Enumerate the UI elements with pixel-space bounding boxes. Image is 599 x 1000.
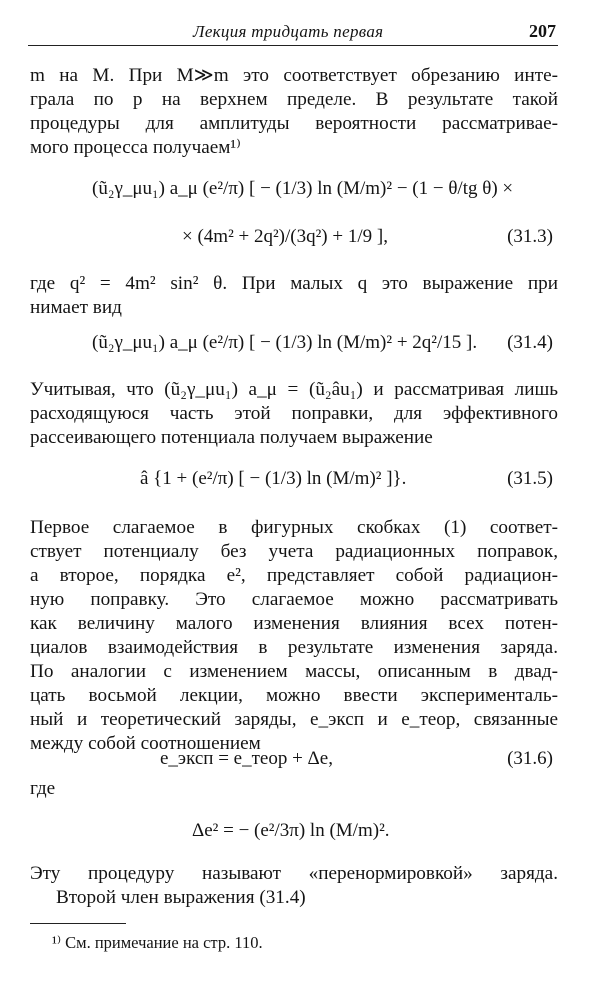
equation-31-4 <box>0 320 599 366</box>
equation-formula: (ũ₂γ_μu₁) a_μ (e²/π) [ − (1/3) ln (M/m)² + 2q²/15 ]. <box>92 332 478 353</box>
text-line: По аналогии с изменением массы, описанным в двад- <box>30 661 558 682</box>
equation-31-6 <box>0 746 599 776</box>
equation-31-5 <box>0 456 599 504</box>
equation-formula: × (4m² + 2q²)/(3q²) + 1/9 ], <box>182 226 388 247</box>
text-line: ный и теоретический заряды, e_эксп и e_теор, связанные <box>30 709 558 730</box>
text-line: Второй член выражения (31.4) <box>56 887 306 908</box>
paragraph-4 <box>30 516 558 756</box>
equation-formula: â {1 + (e²/π) [ − (1/3) ln (M/m)² ]}. <box>140 468 407 489</box>
equation-number: (31.6) <box>507 748 553 769</box>
text-line: циалов взаимодействия в результате изменения заряда. <box>30 637 558 658</box>
equation-formula: Δe² = − (e²/3π) ln (M/m)². <box>192 820 390 841</box>
equation-formula: e_эксп = e_теор + Δe, <box>160 748 333 769</box>
text-line: процедуры для амплитуды вероятности рассматривае- <box>30 113 558 134</box>
paragraph-1 <box>30 64 558 160</box>
text-line: ную поправку. Это слагаемое можно рассматривать <box>30 589 558 610</box>
text-line: ствует потенциалу без учета радиационных поправок, <box>30 541 558 562</box>
running-head-title: Лекция тридцать первая <box>193 22 384 41</box>
equation-number: (31.3) <box>507 226 553 247</box>
text-line: Учитывая, что (ũ₂γ_μu₁) a_μ = (ũ₂âu₁) и рассматривая лишь <box>30 379 558 400</box>
text-line: как величину малого изменения влияния всех потен- <box>30 613 558 634</box>
running-head <box>28 18 558 46</box>
text-line: расходящуюся часть этой поправки, для эффективного <box>30 403 558 424</box>
paragraph-5 <box>30 777 558 801</box>
equation-31-3-line-2 <box>0 216 599 260</box>
text-line: где q² = 4m² sin² θ. При малых q это выражение при <box>30 273 558 294</box>
paragraph-2 <box>30 272 558 320</box>
footnote: ¹⁾ См. примечание на стр. 110. <box>52 933 263 952</box>
page-number: 207 <box>529 21 556 41</box>
text-line: Первое слагаемое в фигурных скобках (1) соответ- <box>30 517 558 538</box>
text-line: мого процесса получаем¹⁾ <box>30 137 241 158</box>
text-line: а второе, порядка e², представляет собой радиацион- <box>30 565 558 586</box>
text-line: m на M. При M≫m это соответствует обрезанию инте- <box>30 65 558 86</box>
equation-number: (31.5) <box>507 468 553 489</box>
text-line: где <box>30 778 56 799</box>
equation-delta-e <box>0 808 599 854</box>
text-line: нимает вид <box>30 297 122 318</box>
equation-formula: (ũ₂γ_μu₁) a_μ (e²/π) [ − (1/3) ln (M/m)² − (1 − θ/tg θ) × <box>92 178 514 199</box>
text-line: рассеивающего потенциала получаем выражение <box>30 427 433 448</box>
paragraph-6 <box>30 862 558 910</box>
text-line: между собой соотношением <box>30 733 261 754</box>
header-rule <box>28 45 558 46</box>
equation-31-3-line-1 <box>0 168 599 212</box>
text-line: Эту процедуру называют «перенормировкой» заряда. <box>30 863 558 884</box>
text-line: грала по p на верхнем пределе. В результате такой <box>30 89 558 110</box>
paragraph-3 <box>30 378 558 450</box>
text-line: цать восьмой лекции, можно ввести эксперименталь- <box>30 685 558 706</box>
equation-number: (31.4) <box>507 332 553 353</box>
footnote-rule <box>30 923 126 924</box>
